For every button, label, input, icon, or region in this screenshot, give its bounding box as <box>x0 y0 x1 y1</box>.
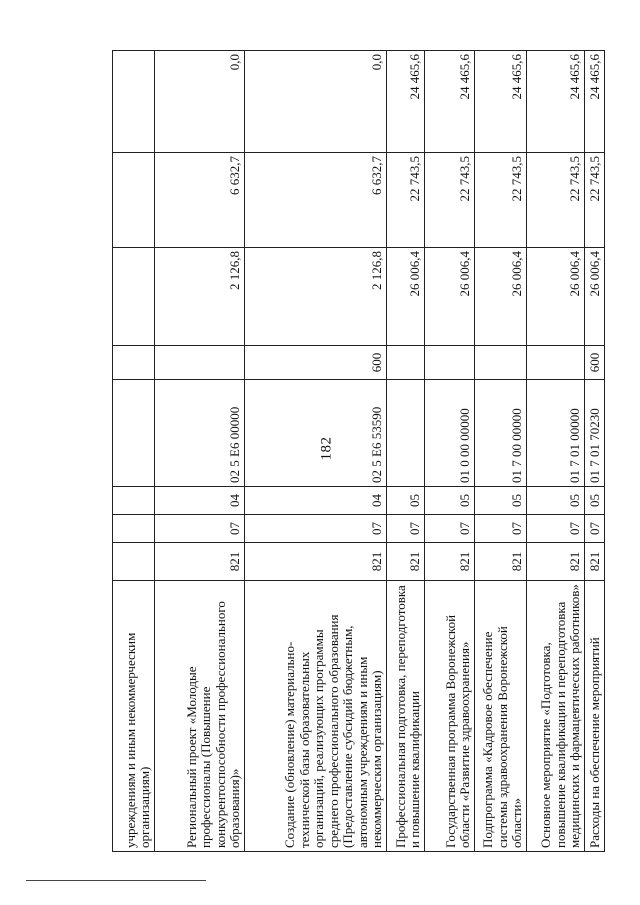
row-amount-2 <box>113 153 155 248</box>
row-expense-type <box>425 346 475 380</box>
row-target-article: 01 7 00 00000 <box>475 380 527 487</box>
table-row <box>585 51 605 852</box>
row-code: 821 <box>475 543 527 581</box>
row-amount-2: 6 632,7 <box>155 153 245 248</box>
row-expense-type: 600 <box>245 346 387 380</box>
row-code: 821 <box>527 543 585 581</box>
row-name: Создание (обновление) материально-технической базы образовательных организаций, реализующих программы среднего профессионального образования (Предоставление субсидий бюджетным, автономным учреждениям и иным некоммерческим организациям) <box>245 581 387 852</box>
row-target-article: 02 5 Е6 53590 <box>245 380 387 487</box>
row-name: Региональный проект «Молодые профессионалы (Повышение конкурентоспособности профессионального образования)» <box>155 581 245 852</box>
row-amount-1 <box>113 248 155 346</box>
row-subsection: 05 <box>387 487 425 515</box>
row-amount-3: 24 465,6 <box>585 51 605 153</box>
row-target-article <box>387 380 425 487</box>
row-subsection: 05 <box>527 487 585 515</box>
row-section: 07 <box>585 515 605 543</box>
row-amount-1: 26 006,4 <box>425 248 475 346</box>
budget-table-body <box>113 51 605 852</box>
row-amount-2: 22 743,5 <box>585 153 605 248</box>
budget-table-rotated <box>112 51 603 852</box>
row-amount-2: 22 743,5 <box>425 153 475 248</box>
row-subsection <box>113 487 155 515</box>
row-name: Расходы на обеспечение мероприятий <box>585 581 605 852</box>
row-section: 07 <box>155 515 245 543</box>
table-row <box>475 51 527 852</box>
row-code: 821 <box>245 543 387 581</box>
row-expense-type <box>155 346 245 380</box>
row-amount-2: 22 743,5 <box>475 153 527 248</box>
row-subsection: 05 <box>585 487 605 515</box>
row-code: 821 <box>387 543 425 581</box>
row-section: 07 <box>527 515 585 543</box>
table-row <box>527 51 585 852</box>
row-target-article <box>113 380 155 487</box>
budget-table <box>112 50 605 852</box>
table-row <box>155 51 245 852</box>
row-code: 821 <box>425 543 475 581</box>
row-amount-3 <box>113 51 155 153</box>
row-code: 821 <box>585 543 605 581</box>
row-expense-type <box>527 346 585 380</box>
table-row <box>245 51 387 852</box>
row-expense-type: 600 <box>585 346 605 380</box>
row-amount-1: 2 126,8 <box>245 248 387 346</box>
row-amount-3: 24 465,6 <box>527 51 585 153</box>
row-code: 821 <box>155 543 245 581</box>
row-amount-1: 2 126,8 <box>155 248 245 346</box>
row-amount-3: 24 465,6 <box>425 51 475 153</box>
row-expense-type <box>113 346 155 380</box>
row-name: Основное мероприятие «Подготовка, повышение квалификации и переподготовка медицинских и фармацевтических работников» <box>527 581 585 852</box>
row-amount-3: 24 465,6 <box>387 51 425 153</box>
page-number: 182 <box>318 436 335 461</box>
footnote-rule <box>26 880 206 881</box>
row-target-article: 01 0 00 00000 <box>425 380 475 487</box>
row-amount-3: 0,0 <box>155 51 245 153</box>
row-section: 07 <box>425 515 475 543</box>
row-amount-1: 26 006,4 <box>527 248 585 346</box>
row-code <box>113 543 155 581</box>
budget-table-container <box>112 51 603 852</box>
row-target-article: 02 5 Е6 00000 <box>155 380 245 487</box>
table-row <box>387 51 425 852</box>
row-section <box>113 515 155 543</box>
row-amount-3: 0,0 <box>245 51 387 153</box>
row-target-article: 01 7 01 70230 <box>585 380 605 487</box>
row-subsection: 04 <box>245 487 387 515</box>
row-amount-2: 22 743,5 <box>387 153 425 248</box>
table-row <box>113 51 155 852</box>
row-section: 07 <box>475 515 527 543</box>
row-name: Профессиональная подготовка, переподготовка и повышение квалификации <box>387 581 425 852</box>
row-expense-type <box>387 346 425 380</box>
row-subsection: 04 <box>155 487 245 515</box>
row-amount-1: 26 006,4 <box>387 248 425 346</box>
row-amount-1: 26 006,4 <box>585 248 605 346</box>
row-section: 07 <box>387 515 425 543</box>
row-section: 07 <box>245 515 387 543</box>
row-amount-1: 26 006,4 <box>475 248 527 346</box>
row-subsection: 05 <box>425 487 475 515</box>
row-amount-2: 6 632,7 <box>245 153 387 248</box>
row-subsection: 05 <box>475 487 527 515</box>
row-expense-type <box>475 346 527 380</box>
table-row <box>425 51 475 852</box>
row-name: Государственная программа Воронежской области «Развитие здравоохранения» <box>425 581 475 852</box>
row-amount-2: 22 743,5 <box>527 153 585 248</box>
row-name: учреждениям и иным некоммерческим организациям) <box>113 581 155 852</box>
row-target-article: 01 7 01 00000 <box>527 380 585 487</box>
row-amount-3: 24 465,6 <box>475 51 527 153</box>
row-name: Подпрограмма «Кадровое обеспечение системы здравоохранения Воронежской области» <box>475 581 527 852</box>
